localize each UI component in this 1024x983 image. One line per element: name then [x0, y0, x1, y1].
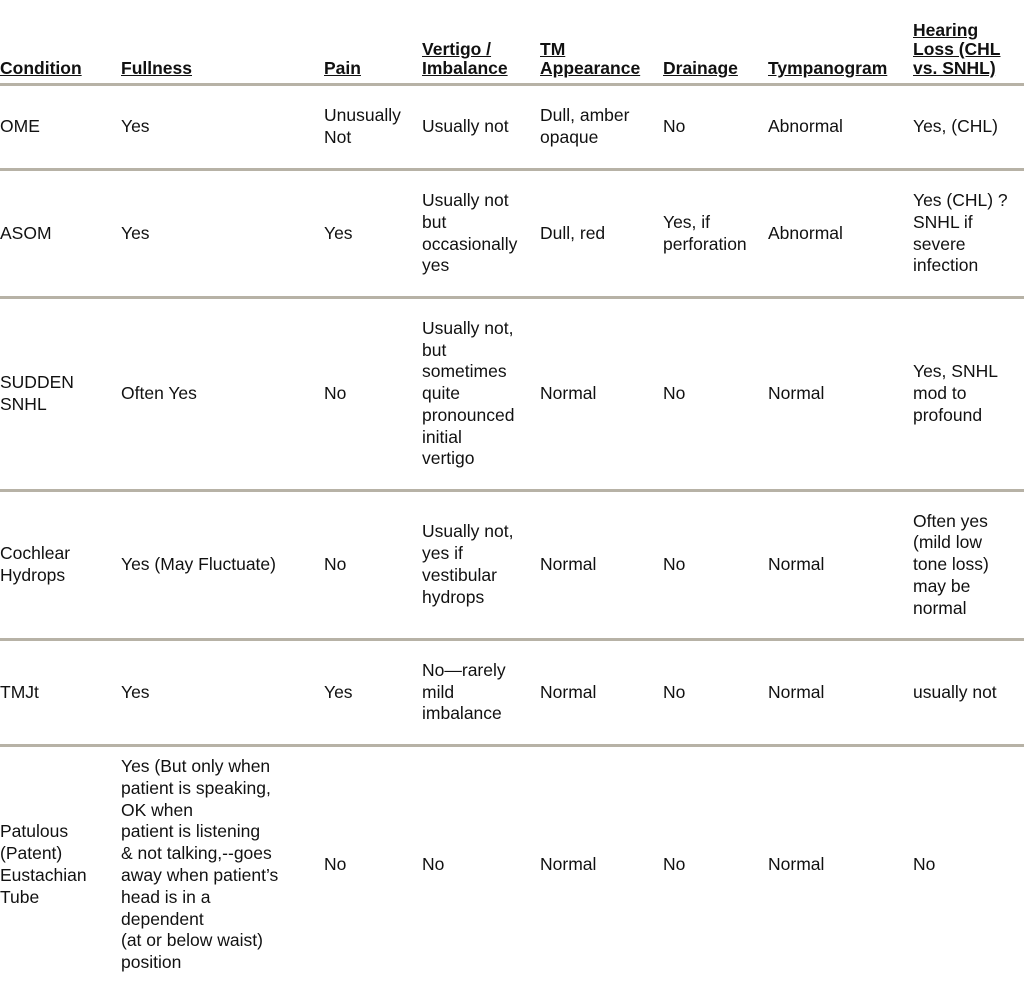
cell-tympanogram: Normal — [768, 554, 825, 575]
cell-tm-appearance: Normal — [540, 854, 597, 875]
cell-drainage: No — [663, 383, 686, 404]
header-fullness: Fullness — [121, 58, 192, 78]
cell-tm-appearance: Dull, amber opaque — [540, 105, 630, 147]
cell-tm-appearance: Normal — [540, 681, 597, 702]
cell-fullness: Often Yes — [121, 383, 197, 404]
table-row — [0, 171, 1024, 296]
cell-condition: SUDDEN SNHL — [0, 372, 74, 414]
header-row — [0, 0, 1024, 83]
cell-condition: OME — [0, 116, 40, 137]
header-tm-appearance: TM Appearance — [540, 39, 641, 78]
cell-condition: ASOM — [0, 222, 52, 243]
cell-fullness: Yes — [121, 681, 150, 702]
cell-fullness: Yes (May Fluctuate) — [121, 554, 276, 575]
cell-fullness: Yes — [121, 116, 150, 137]
cell-hearing-loss: Often yes (mild low tone loss) may be normal — [913, 510, 989, 618]
header-drainage: Drainage — [663, 58, 738, 78]
cell-tm-appearance: Normal — [540, 554, 597, 575]
table-row — [0, 747, 1024, 983]
cell-tm-appearance: Dull, red — [540, 222, 606, 243]
header-pain: Pain — [324, 58, 361, 78]
cell-pain: Unusually Not — [324, 105, 401, 147]
cell-tympanogram: Normal — [768, 854, 825, 875]
cell-vertigo: No — [422, 854, 445, 875]
cell-pain: No — [324, 383, 347, 404]
cell-vertigo: Usually not but occasionally yes — [422, 189, 518, 276]
cell-drainage: No — [663, 116, 686, 137]
cell-fullness: Yes — [121, 222, 150, 243]
cell-pain: No — [324, 854, 347, 875]
cell-tympanogram: Abnormal — [768, 116, 843, 137]
cell-hearing-loss: No — [913, 854, 936, 875]
cell-tympanogram: Normal — [768, 681, 825, 702]
cell-hearing-loss: Yes (CHL) ? SNHL if severe infection — [913, 189, 1008, 276]
header-hearing-loss: Hearing Loss (CHL vs. SNHL) — [913, 20, 1001, 78]
cell-drainage: No — [663, 854, 686, 875]
cell-vertigo: No—rarely mild imbalance — [422, 659, 506, 724]
cell-pain: Yes — [324, 222, 353, 243]
cell-hearing-loss: usually not — [913, 681, 997, 702]
cell-condition: Cochlear Hydrops — [0, 543, 71, 585]
cell-vertigo: Usually not — [422, 116, 509, 137]
cell-drainage: Yes, if perforation — [663, 211, 747, 254]
cell-hearing-loss: Yes, SNHL mod to profound — [913, 361, 998, 425]
table-row — [0, 299, 1024, 489]
cell-drainage: No — [663, 554, 686, 575]
cell-tympanogram: Normal — [768, 383, 825, 404]
header-condition: Condition — [0, 58, 82, 78]
cell-tympanogram: Abnormal — [768, 222, 843, 243]
header-tympanogram: Tympanogram — [768, 58, 888, 78]
cell-fullness: Yes (But only when patient is speaking, OK when patient is listening & not talking,--goes away when patient’s head is in a dependent (at or below waist) position — [121, 756, 279, 973]
cell-pain: Yes — [324, 681, 353, 702]
table-row — [0, 492, 1024, 638]
table-row — [0, 641, 1024, 744]
header-vertigo: Vertigo / Imbalance — [422, 39, 508, 78]
cell-hearing-loss: Yes, (CHL) — [913, 116, 998, 137]
cell-pain: No — [324, 554, 347, 575]
cell-condition: Patulous (Patent) Eustachian Tube — [0, 821, 87, 907]
cell-drainage: No — [663, 681, 686, 702]
cell-vertigo: Usually not, but sometimes quite pronounced initial vertigo — [422, 317, 515, 469]
cell-condition: TMJt — [0, 681, 39, 702]
table-row — [0, 86, 1024, 168]
cell-tm-appearance: Normal — [540, 383, 597, 404]
cell-vertigo: Usually not, yes if vestibular hydrops — [422, 521, 514, 607]
